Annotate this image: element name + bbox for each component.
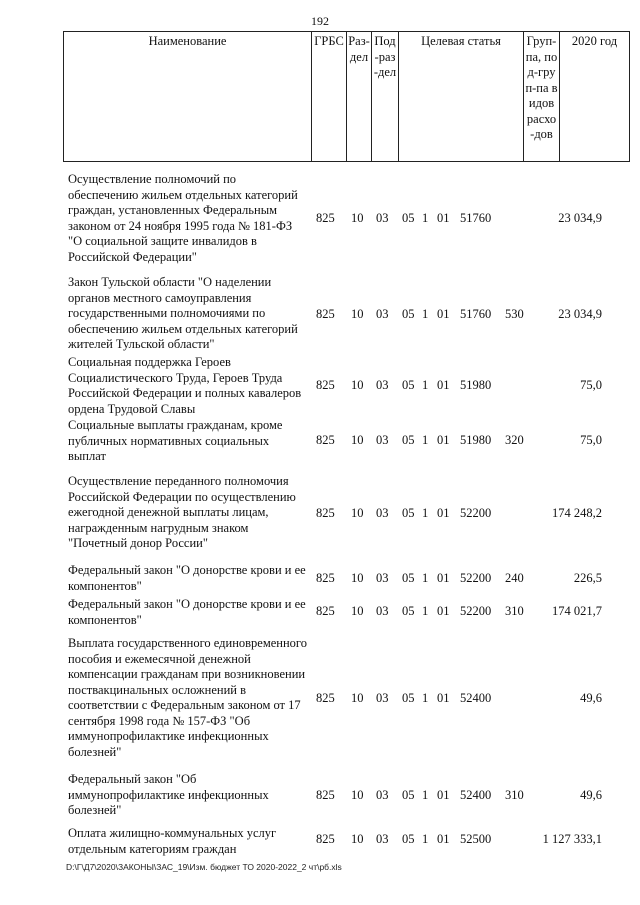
row-target-event: 01: [437, 604, 450, 618]
row-target-direction: 52400: [460, 788, 492, 802]
row-target-direction: 52200: [460, 571, 492, 585]
row-target-subprogram: 1: [422, 378, 429, 392]
row-name: Выплата государственного единовременного пособия и ежемесячной денежной компенсации гражданам при возникновении поствакцинальных осложнений в соответствии с Федеральным законом от 17 сентября 1998 года № 157-ФЗ "Об иммунопрофилактике инфекционных болезней": [68, 636, 307, 759]
row-razdel: 10: [351, 433, 364, 447]
row-target-subprogram: 1: [422, 307, 429, 321]
row-sum: 174 248,2: [552, 506, 602, 520]
row-grbs: 825: [316, 788, 335, 802]
row-target-direction: 51760: [460, 307, 492, 321]
row-target-subprogram: 1: [422, 604, 429, 618]
header-target: Целевая статья: [399, 32, 524, 162]
row-target-event: 01: [437, 571, 450, 585]
row-target-program: 05: [402, 378, 415, 392]
row-target-program: 05: [402, 307, 415, 321]
row-target-direction: 51760: [460, 211, 492, 225]
header-razdel: Раз-дел: [347, 32, 372, 162]
row-expense-group: 310: [505, 604, 524, 618]
row-razdel: 10: [351, 378, 364, 392]
row-razdel: 10: [351, 506, 364, 520]
row-expense-group: 240: [505, 571, 524, 585]
row-sum: 49,6: [580, 691, 602, 705]
row-name: Осуществление полномочий по обеспечению жильем отдельных категорий граждан, установленных Федеральным законом от 24 ноября 1995 года № 181-ФЗ "О социальной защите инвалидов в Российской Федерации": [68, 172, 298, 264]
row-target-direction: 51980: [460, 433, 492, 447]
row-target-program: 05: [402, 788, 415, 802]
row-target-subprogram: 1: [422, 571, 429, 585]
row-target-event: 01: [437, 506, 450, 520]
row-target-direction: 52500: [460, 832, 492, 846]
row-target-event: 01: [437, 691, 450, 705]
row-target-program: 05: [402, 832, 415, 846]
row-razdel: 10: [351, 307, 364, 321]
row-grbs: 825: [316, 832, 335, 846]
row-podrazdel: 03: [376, 307, 389, 321]
row-target-subprogram: 1: [422, 433, 429, 447]
header-row: [64, 32, 630, 162]
header-year: 2020 год: [560, 32, 630, 162]
row-podrazdel: 03: [376, 378, 389, 392]
row-podrazdel: 03: [376, 211, 389, 225]
row-target-program: 05: [402, 211, 415, 225]
header-podrazdel: Под-раз-дел: [372, 32, 399, 162]
row-grbs: 825: [316, 378, 335, 392]
header-name: Наименование: [64, 32, 312, 162]
row-target-event: 01: [437, 378, 450, 392]
header-grbs: ГРБС: [312, 32, 347, 162]
table-header: [63, 31, 630, 162]
row-target-event: 01: [437, 788, 450, 802]
row-sum: 226,5: [573, 571, 602, 585]
row-name: Федеральный закон "О донорстве крови и ее компонентов": [68, 563, 306, 593]
row-target-subprogram: 1: [422, 788, 429, 802]
row-target-subprogram: 1: [422, 506, 429, 520]
row-grbs: 825: [316, 691, 335, 705]
row-name: Осуществление переданного полномочия Российской Федерации по осуществлению ежегодной денежной выплаты лицам, награжденным нагрудным знаком "Почетный донор России": [68, 474, 296, 550]
row-target-program: 05: [402, 691, 415, 705]
row-target-program: 05: [402, 433, 415, 447]
row-expense-group: 530: [505, 307, 524, 321]
row-sum: 75,0: [580, 378, 602, 392]
row-podrazdel: 03: [376, 788, 389, 802]
page-number: 192: [311, 14, 329, 28]
row-target-program: 05: [402, 571, 415, 585]
row-grbs: 825: [316, 604, 335, 618]
row-podrazdel: 03: [376, 433, 389, 447]
row-grbs: 825: [316, 307, 335, 321]
row-sum: 1 127 333,1: [542, 832, 602, 846]
row-podrazdel: 03: [376, 604, 389, 618]
row-grbs: 825: [316, 571, 335, 585]
row-grbs: 825: [316, 506, 335, 520]
row-podrazdel: 03: [376, 691, 389, 705]
row-podrazdel: 03: [376, 832, 389, 846]
file-path-footer: D:\Г\Д7\2020\ЗАКОНЫ\ЗАС_19\Изм. бюджет ТО 2020-2022_2 чт\рб.xls: [66, 862, 342, 872]
row-target-event: 01: [437, 433, 450, 447]
row-target-direction: 52400: [460, 691, 492, 705]
row-target-event: 01: [437, 211, 450, 225]
row-name: Социальная поддержка Героев Социалистического Труда, Героев Труда Российской Федерации и полных кавалеров ордена Трудовой Славы: [68, 355, 302, 416]
row-target-direction: 51980: [460, 378, 492, 392]
row-razdel: 10: [351, 211, 364, 225]
row-target-subprogram: 1: [422, 832, 429, 846]
row-name: Федеральный закон "О донорстве крови и ее компонентов": [68, 597, 306, 627]
row-expense-group: 320: [505, 433, 524, 447]
row-razdel: 10: [351, 691, 364, 705]
row-razdel: 10: [351, 788, 364, 802]
row-sum: 49,6: [580, 788, 602, 802]
row-target-subprogram: 1: [422, 691, 429, 705]
row-name: Оплата жилищно-коммунальных услуг отдельным категориям граждан: [68, 826, 277, 856]
row-target-program: 05: [402, 506, 415, 520]
row-target-event: 01: [437, 832, 450, 846]
row-name: Социальные выплаты гражданам, кроме публичных нормативных социальных выплат: [68, 418, 283, 463]
row-expense-group: 310: [505, 788, 524, 802]
row-sum: 23 034,9: [558, 211, 602, 225]
row-target-event: 01: [437, 307, 450, 321]
row-razdel: 10: [351, 604, 364, 618]
row-target-direction: 52200: [460, 604, 492, 618]
row-target-direction: 52200: [460, 506, 492, 520]
row-grbs: 825: [316, 211, 335, 225]
row-name: Закон Тульской области "О наделении органов местного самоуправления государственными полномочиями по обеспечению жильем отдельных категорий жителей Тульской области": [68, 275, 298, 351]
row-podrazdel: 03: [376, 571, 389, 585]
row-name: Федеральный закон "Об иммунопрофилактике инфекционных болезней": [68, 772, 269, 817]
row-target-subprogram: 1: [422, 211, 429, 225]
row-sum: 75,0: [580, 433, 602, 447]
row-target-program: 05: [402, 604, 415, 618]
header-group: Груп-па, под-груп-па видов расхо-дов: [524, 32, 560, 162]
row-sum: 23 034,9: [558, 307, 602, 321]
row-razdel: 10: [351, 571, 364, 585]
row-podrazdel: 03: [376, 506, 389, 520]
row-razdel: 10: [351, 832, 364, 846]
row-grbs: 825: [316, 433, 335, 447]
row-sum: 174 021,7: [552, 604, 602, 618]
